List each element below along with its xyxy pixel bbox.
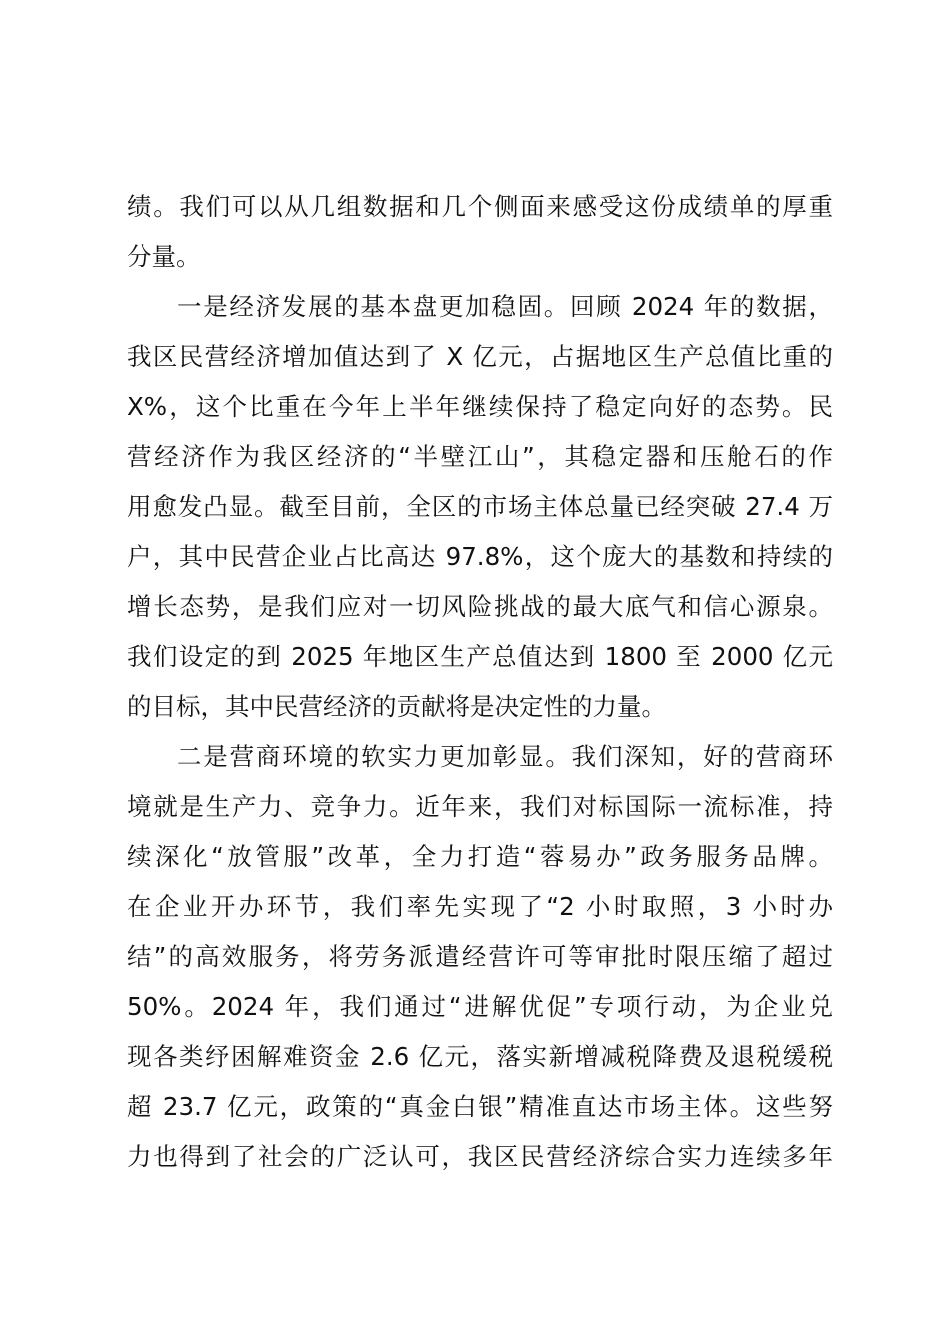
text-line: 我们设定的到 2025 年地区生产总值达到 1800 至 2000 亿元 <box>127 642 833 671</box>
text-line: 现各类纾困解难资金 2.6 亿元，落实新增减税降费及退税缓税 <box>127 1042 833 1071</box>
text-line: 户，其中民营企业占比高达 97.8%，这个庞大的基数和持续的 <box>127 542 833 571</box>
text-line: 结”的高效服务，将劳务派遣经营许可等审批时限压缩了超过 <box>127 942 833 971</box>
text-line: 50%。2024 年，我们通过“进解优促”专项行动，为企业兑 <box>127 992 833 1021</box>
text-line: 增长态势，是我们应对一切风险挑战的最大底气和信心源泉。 <box>127 592 833 621</box>
text-line: 一是经济发展的基本盘更加稳固。回顾 2024 年的数据， <box>177 292 833 321</box>
text-line: 的目标，其中民营经济的贡献将是决定性的力量。 <box>127 692 666 721</box>
text-line: 我区民营经济增加值达到了 X 亿元，占据地区生产总值比重的 <box>127 342 833 371</box>
text-line: 用愈发凸显。截至目前，全区的市场主体总量已经突破 27.4 万 <box>127 492 833 521</box>
text-line: 在企业开办环节，我们率先实现了“2 小时取照，3 小时办 <box>127 892 833 921</box>
text-line: 续深化“放管服”改革，全力打造“蓉易办”政务服务品牌。 <box>127 842 833 871</box>
text-line: 力也得到了社会的广泛认可，我区民营经济综合实力连续多年 <box>127 1142 833 1171</box>
text-line: 境就是生产力、竞争力。近年来，我们对标国际一流标准，持 <box>127 792 833 821</box>
text-line: 二是营商环境的软实力更加彰显。我们深知，好的营商环 <box>177 742 833 771</box>
body-text <box>127 182 833 1182</box>
text-line: X%，这个比重在今年上半年继续保持了稳定向好的态势。民 <box>127 392 833 421</box>
text-line: 分量。 <box>127 242 201 271</box>
text-line: 超 23.7 亿元，政策的“真金白银”精准直达市场主体。这些努 <box>127 1092 833 1121</box>
text-line: 绩。我们可以从几组数据和几个侧面来感受这份成绩单的厚重 <box>127 192 833 221</box>
text-line: 营经济作为我区经济的“半壁江山”，其稳定器和压舱石的作 <box>127 442 833 471</box>
